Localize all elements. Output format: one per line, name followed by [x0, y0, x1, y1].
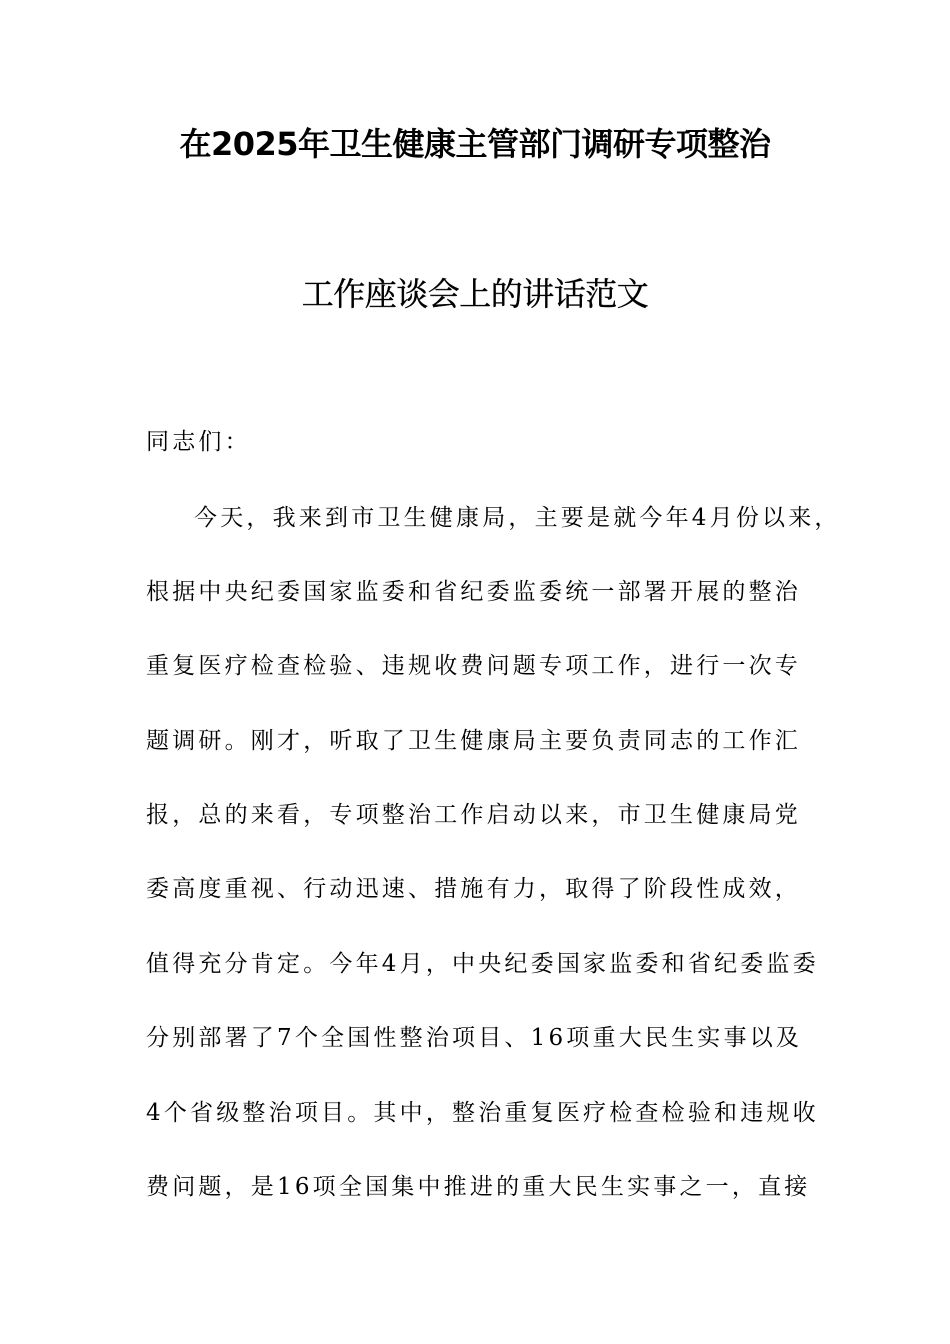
paragraph-line-7: 值得充分肯定。今年4月，中央纪委国家监委和省纪委监委	[146, 951, 819, 977]
paragraph-line-1: 今天，我来到市卫生健康局，主要是就今年4月份以来，	[194, 505, 841, 531]
paragraph-line-9: 4个省级整治项目。其中，整治重复医疗检查检验和违规收	[146, 1100, 819, 1126]
paragraph-line-4: 题调研。刚才，听取了卫生健康局主要负责同志的工作汇	[146, 728, 801, 754]
paragraph-line-3: 重复医疗检查检验、违规收费问题专项工作，进行一次专	[146, 653, 801, 679]
paragraph-line-10: 费问题，是16项全国集中推进的重大民生实事之一，直接	[146, 1174, 811, 1200]
paragraph-line-6: 委高度重视、行动迅速、措施有力，取得了阶段性成效，	[146, 876, 801, 902]
paragraph-line-8: 分别部署了7个全国性整治项目、16项重大民生实事以及	[146, 1025, 803, 1051]
document-title-line-2: 工作座谈会上的讲话范文	[301, 275, 649, 313]
paragraph-line-5: 报，总的来看，专项整治工作启动以来，市卫生健康局党	[146, 802, 801, 828]
salutation: 同志们：	[146, 429, 251, 455]
document-title-line-1: 在2025年卫生健康主管部门调研专项整治	[179, 125, 771, 163]
paragraph-line-2: 根据中央纪委国家监委和省纪委监委统一部署开展的整治	[146, 579, 801, 605]
